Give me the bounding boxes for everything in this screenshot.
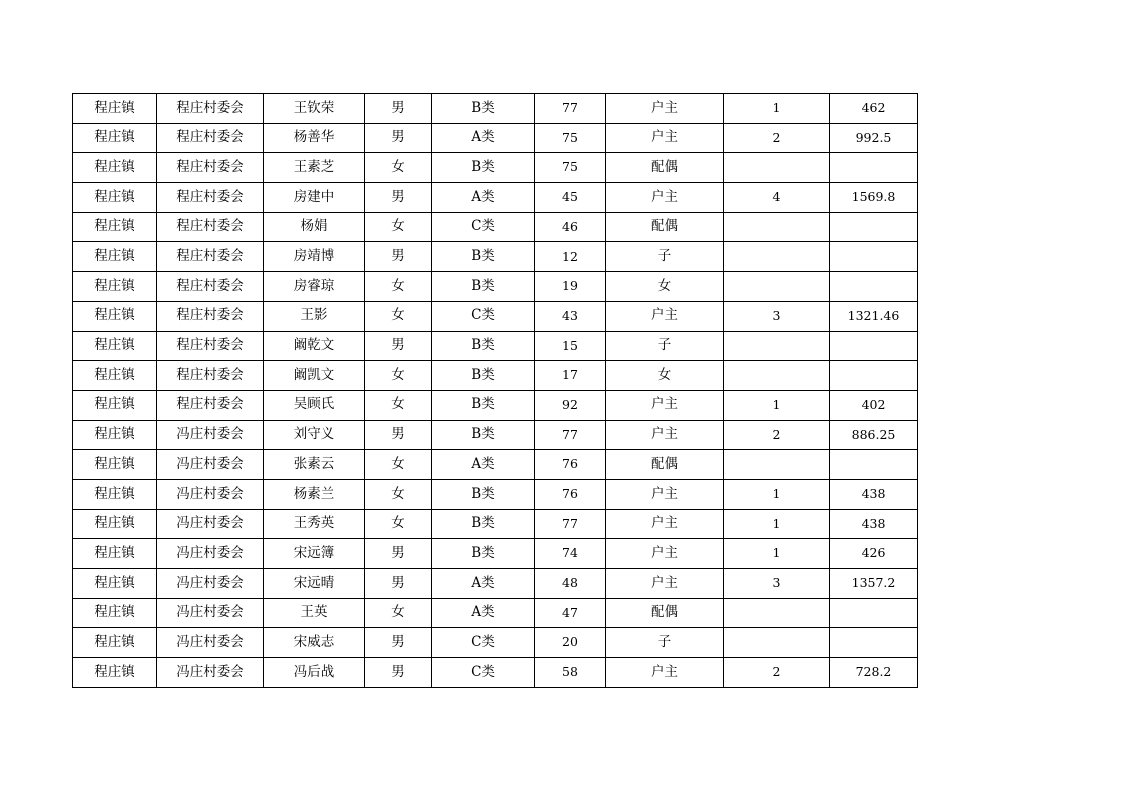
name-cell: 王秀英 (264, 509, 365, 539)
household-size-cell: 2 (724, 420, 830, 450)
household-size-cell (724, 242, 830, 272)
amount-cell (830, 628, 918, 658)
household-size-cell (724, 598, 830, 628)
category-cell: B类 (432, 539, 535, 569)
household-size-cell (724, 331, 830, 361)
village-committee-cell: 冯庄村委会 (157, 509, 264, 539)
table-row (73, 598, 918, 628)
household-size-cell: 1 (724, 479, 830, 509)
amount-cell: 728.2 (830, 658, 918, 688)
age-cell: 19 (535, 272, 606, 302)
amount-cell (830, 272, 918, 302)
relation-cell: 女 (606, 361, 724, 391)
name-cell: 杨善华 (264, 123, 365, 153)
amount-cell: 1569.8 (830, 183, 918, 213)
age-cell: 47 (535, 598, 606, 628)
category-cell: A类 (432, 569, 535, 599)
category-cell: B类 (432, 242, 535, 272)
age-cell: 46 (535, 212, 606, 242)
amount-cell (830, 361, 918, 391)
town-cell: 程庄镇 (73, 479, 157, 509)
relation-cell: 子 (606, 331, 724, 361)
gender-cell: 男 (365, 331, 432, 361)
gender-cell: 男 (365, 658, 432, 688)
town-cell: 程庄镇 (73, 539, 157, 569)
name-cell: 王钦荣 (264, 94, 365, 124)
town-cell: 程庄镇 (73, 598, 157, 628)
amount-cell: 886.25 (830, 420, 918, 450)
household-size-cell (724, 272, 830, 302)
gender-cell: 女 (365, 361, 432, 391)
village-committee-cell: 程庄村委会 (157, 123, 264, 153)
household-size-cell: 4 (724, 183, 830, 213)
village-committee-cell: 冯庄村委会 (157, 539, 264, 569)
name-cell: 房靖博 (264, 242, 365, 272)
table-row (73, 420, 918, 450)
age-cell: 77 (535, 509, 606, 539)
age-cell: 58 (535, 658, 606, 688)
name-cell: 冯后战 (264, 658, 365, 688)
household-size-cell (724, 450, 830, 480)
table-row (73, 183, 918, 213)
village-committee-cell: 程庄村委会 (157, 242, 264, 272)
relation-cell: 户主 (606, 183, 724, 213)
name-cell: 王素芝 (264, 153, 365, 183)
amount-cell: 438 (830, 509, 918, 539)
amount-cell: 1357.2 (830, 569, 918, 599)
village-committee-cell: 冯庄村委会 (157, 658, 264, 688)
category-cell: C类 (432, 628, 535, 658)
town-cell: 程庄镇 (73, 242, 157, 272)
gender-cell: 女 (365, 390, 432, 420)
gender-cell: 女 (365, 272, 432, 302)
name-cell: 宋远晴 (264, 569, 365, 599)
name-cell: 阚凯文 (264, 361, 365, 391)
relation-cell: 户主 (606, 569, 724, 599)
age-cell: 45 (535, 183, 606, 213)
category-cell: C类 (432, 212, 535, 242)
town-cell: 程庄镇 (73, 569, 157, 599)
relation-cell: 户主 (606, 390, 724, 420)
village-committee-cell: 程庄村委会 (157, 272, 264, 302)
name-cell: 王影 (264, 301, 365, 331)
table-row (73, 123, 918, 153)
table-row (73, 331, 918, 361)
town-cell: 程庄镇 (73, 628, 157, 658)
town-cell: 程庄镇 (73, 153, 157, 183)
amount-cell: 426 (830, 539, 918, 569)
amount-cell: 1321.46 (830, 301, 918, 331)
relation-cell: 子 (606, 242, 724, 272)
table-row (73, 390, 918, 420)
amount-cell (830, 242, 918, 272)
gender-cell: 女 (365, 598, 432, 628)
name-cell: 房建中 (264, 183, 365, 213)
amount-cell (830, 598, 918, 628)
category-cell: B类 (432, 390, 535, 420)
relation-cell: 子 (606, 628, 724, 658)
gender-cell: 男 (365, 123, 432, 153)
town-cell: 程庄镇 (73, 450, 157, 480)
age-cell: 43 (535, 301, 606, 331)
town-cell: 程庄镇 (73, 658, 157, 688)
category-cell: A类 (432, 450, 535, 480)
amount-cell (830, 450, 918, 480)
age-cell: 92 (535, 390, 606, 420)
gender-cell: 女 (365, 509, 432, 539)
household-size-cell (724, 212, 830, 242)
category-cell: B类 (432, 479, 535, 509)
table-row (73, 272, 918, 302)
amount-cell: 438 (830, 479, 918, 509)
gender-cell: 男 (365, 628, 432, 658)
relation-cell: 户主 (606, 658, 724, 688)
category-cell: B类 (432, 272, 535, 302)
village-committee-cell: 程庄村委会 (157, 153, 264, 183)
town-cell: 程庄镇 (73, 420, 157, 450)
village-committee-cell: 冯庄村委会 (157, 569, 264, 599)
relation-cell: 配偶 (606, 450, 724, 480)
category-cell: C类 (432, 301, 535, 331)
gender-cell: 男 (365, 242, 432, 272)
table-row (73, 628, 918, 658)
village-committee-cell: 程庄村委会 (157, 212, 264, 242)
age-cell: 77 (535, 94, 606, 124)
age-cell: 76 (535, 450, 606, 480)
gender-cell: 女 (365, 212, 432, 242)
town-cell: 程庄镇 (73, 123, 157, 153)
village-committee-cell: 程庄村委会 (157, 390, 264, 420)
town-cell: 程庄镇 (73, 361, 157, 391)
amount-cell (830, 331, 918, 361)
name-cell: 杨娟 (264, 212, 365, 242)
relation-cell: 户主 (606, 301, 724, 331)
town-cell: 程庄镇 (73, 94, 157, 124)
category-cell: B类 (432, 420, 535, 450)
table-row (73, 361, 918, 391)
gender-cell: 女 (365, 450, 432, 480)
age-cell: 12 (535, 242, 606, 272)
village-committee-cell: 程庄村委会 (157, 94, 264, 124)
household-size-cell: 1 (724, 539, 830, 569)
village-committee-cell: 冯庄村委会 (157, 479, 264, 509)
gender-cell: 男 (365, 420, 432, 450)
village-committee-cell: 冯庄村委会 (157, 628, 264, 658)
amount-cell: 462 (830, 94, 918, 124)
data-table (72, 93, 918, 688)
village-committee-cell: 程庄村委会 (157, 301, 264, 331)
town-cell: 程庄镇 (73, 272, 157, 302)
household-size-cell: 1 (724, 509, 830, 539)
gender-cell: 男 (365, 183, 432, 213)
relation-cell: 户主 (606, 479, 724, 509)
table-row (73, 301, 918, 331)
household-size-cell: 3 (724, 301, 830, 331)
household-size-cell: 1 (724, 94, 830, 124)
relation-cell: 配偶 (606, 153, 724, 183)
gender-cell: 女 (365, 153, 432, 183)
category-cell: B类 (432, 94, 535, 124)
town-cell: 程庄镇 (73, 390, 157, 420)
relation-cell: 女 (606, 272, 724, 302)
age-cell: 76 (535, 479, 606, 509)
name-cell: 杨素兰 (264, 479, 365, 509)
relation-cell: 户主 (606, 94, 724, 124)
age-cell: 74 (535, 539, 606, 569)
relation-cell: 户主 (606, 123, 724, 153)
age-cell: 20 (535, 628, 606, 658)
household-size-cell: 2 (724, 123, 830, 153)
category-cell: A类 (432, 123, 535, 153)
name-cell: 宋威志 (264, 628, 365, 658)
household-size-cell (724, 153, 830, 183)
table-row (73, 242, 918, 272)
table-row (73, 153, 918, 183)
name-cell: 王英 (264, 598, 365, 628)
amount-cell: 992.5 (830, 123, 918, 153)
table-row (73, 212, 918, 242)
village-committee-cell: 程庄村委会 (157, 331, 264, 361)
village-committee-cell: 冯庄村委会 (157, 420, 264, 450)
gender-cell: 男 (365, 539, 432, 569)
town-cell: 程庄镇 (73, 301, 157, 331)
household-size-cell (724, 628, 830, 658)
town-cell: 程庄镇 (73, 183, 157, 213)
table-row (73, 539, 918, 569)
town-cell: 程庄镇 (73, 509, 157, 539)
age-cell: 75 (535, 123, 606, 153)
relation-cell: 配偶 (606, 598, 724, 628)
category-cell: B类 (432, 153, 535, 183)
age-cell: 15 (535, 331, 606, 361)
name-cell: 宋远簿 (264, 539, 365, 569)
age-cell: 75 (535, 153, 606, 183)
household-size-cell: 2 (724, 658, 830, 688)
town-cell: 程庄镇 (73, 331, 157, 361)
household-size-cell: 1 (724, 390, 830, 420)
name-cell: 房睿琼 (264, 272, 365, 302)
name-cell: 吴顾氏 (264, 390, 365, 420)
relation-cell: 配偶 (606, 212, 724, 242)
category-cell: C类 (432, 658, 535, 688)
category-cell: A类 (432, 183, 535, 213)
amount-cell (830, 212, 918, 242)
gender-cell: 男 (365, 569, 432, 599)
table-row (73, 509, 918, 539)
town-cell: 程庄镇 (73, 212, 157, 242)
amount-cell (830, 153, 918, 183)
name-cell: 刘守义 (264, 420, 365, 450)
category-cell: B类 (432, 331, 535, 361)
table-row (73, 479, 918, 509)
relation-cell: 户主 (606, 509, 724, 539)
household-size-cell (724, 361, 830, 391)
category-cell: A类 (432, 598, 535, 628)
age-cell: 17 (535, 361, 606, 391)
relation-cell: 户主 (606, 539, 724, 569)
gender-cell: 男 (365, 94, 432, 124)
village-committee-cell: 冯庄村委会 (157, 450, 264, 480)
table-row (73, 569, 918, 599)
category-cell: B类 (432, 361, 535, 391)
household-size-cell: 3 (724, 569, 830, 599)
name-cell: 阚乾文 (264, 331, 365, 361)
age-cell: 48 (535, 569, 606, 599)
age-cell: 77 (535, 420, 606, 450)
amount-cell: 402 (830, 390, 918, 420)
village-committee-cell: 程庄村委会 (157, 183, 264, 213)
table-row (73, 450, 918, 480)
gender-cell: 女 (365, 301, 432, 331)
category-cell: B类 (432, 509, 535, 539)
table-row (73, 658, 918, 688)
table-row (73, 94, 918, 124)
village-committee-cell: 程庄村委会 (157, 361, 264, 391)
gender-cell: 女 (365, 479, 432, 509)
name-cell: 张素云 (264, 450, 365, 480)
relation-cell: 户主 (606, 420, 724, 450)
table-body (73, 94, 918, 688)
village-committee-cell: 冯庄村委会 (157, 598, 264, 628)
